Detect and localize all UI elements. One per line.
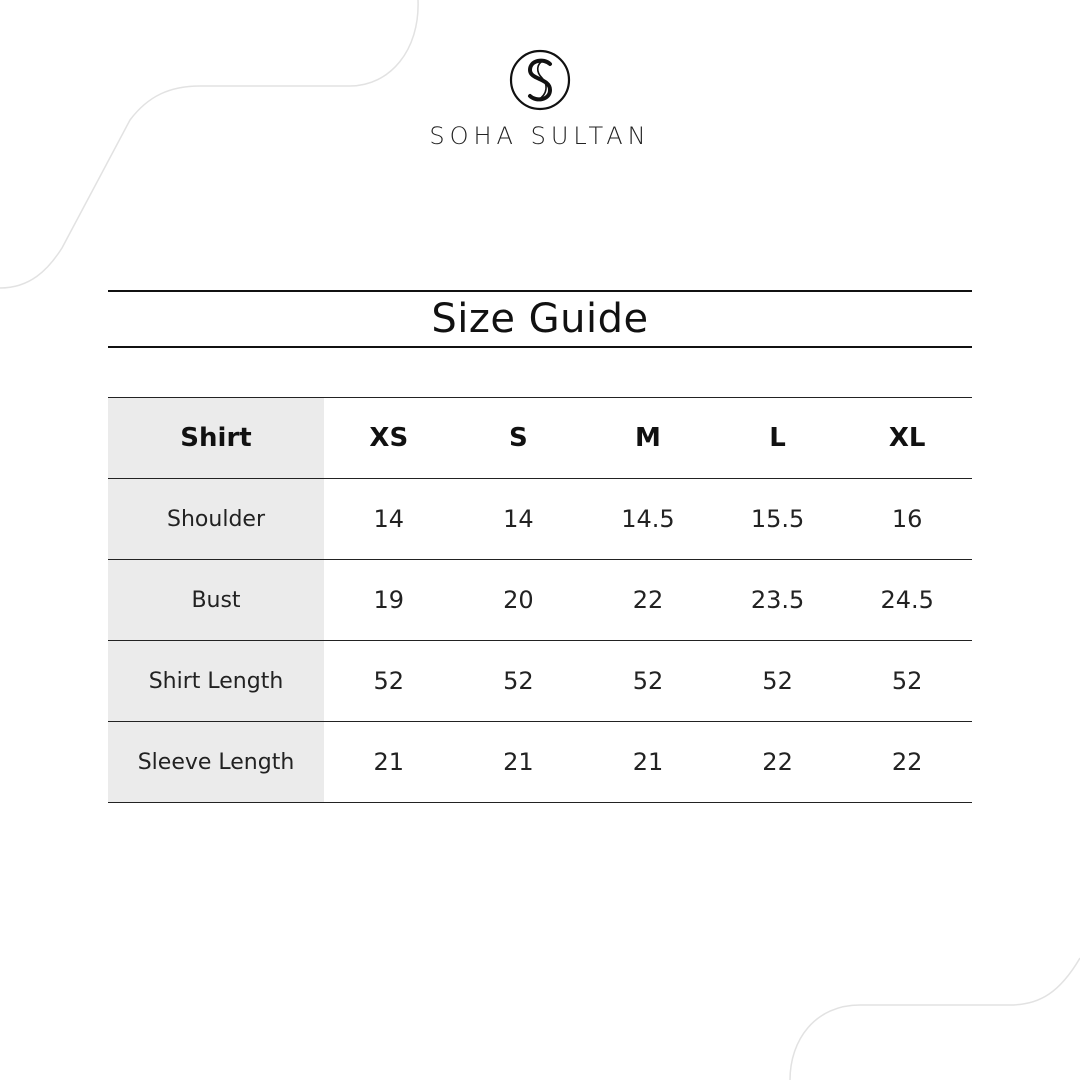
table-cell: 22 <box>713 722 843 803</box>
row-label: Sleeve Length <box>108 722 324 803</box>
table-cell: 15.5 <box>713 479 843 560</box>
table-cell: 21 <box>324 722 454 803</box>
table-cell: 20 <box>454 560 584 641</box>
table-row <box>108 722 972 803</box>
row-label: Shoulder <box>108 479 324 560</box>
table-cell: 52 <box>454 641 584 722</box>
table-cell: 22 <box>583 560 713 641</box>
row-label: Bust <box>108 560 324 641</box>
header-label-cell: Shirt <box>108 398 324 479</box>
table-row <box>108 479 972 560</box>
header-size-s: S <box>454 398 584 479</box>
header-size-xs: XS <box>324 398 454 479</box>
header-size-l: L <box>713 398 843 479</box>
table-cell: 19 <box>324 560 454 641</box>
table-cell: 22 <box>842 722 972 803</box>
title-band <box>108 290 972 348</box>
table-cell: 14.5 <box>583 479 713 560</box>
header-size-xl: XL <box>842 398 972 479</box>
header-size-m: M <box>583 398 713 479</box>
table-cell: 52 <box>583 641 713 722</box>
table-header-row <box>108 398 972 479</box>
row-label: Shirt Length <box>108 641 324 722</box>
table-cell: 52 <box>842 641 972 722</box>
table-cell: 16 <box>842 479 972 560</box>
table-row <box>108 560 972 641</box>
table-cell: 14 <box>454 479 584 560</box>
table-cell: 24.5 <box>842 560 972 641</box>
monogram-logo-icon <box>508 48 572 112</box>
table-cell: 52 <box>324 641 454 722</box>
size-table <box>108 397 972 803</box>
brand-name: SOHA SULTAN <box>429 122 651 150</box>
page-title: Size Guide <box>431 296 649 342</box>
table-cell: 23.5 <box>713 560 843 641</box>
table-cell: 14 <box>324 479 454 560</box>
brand-logo <box>0 48 1080 150</box>
table-cell: 21 <box>454 722 584 803</box>
table-cell: 21 <box>583 722 713 803</box>
table-cell: 52 <box>713 641 843 722</box>
table-row <box>108 641 972 722</box>
